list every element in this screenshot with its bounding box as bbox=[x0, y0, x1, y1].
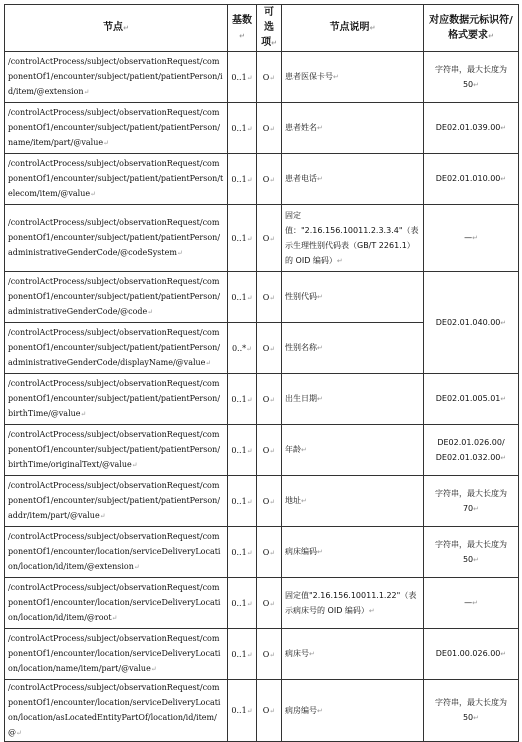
cardinality-cell: 0..1↵ bbox=[228, 272, 257, 323]
optional-cell: O↵ bbox=[257, 476, 282, 527]
node-path-cell: /controlActProcess/subject/observationRequest/componentOf1/encounter/subject/patient/patientPerson/administrativeGenderCode/displayName/@value↵ bbox=[5, 323, 228, 374]
table-row bbox=[5, 374, 519, 425]
format-cell: 字符串，最大长度为 50↵ bbox=[424, 680, 519, 742]
optional-cell: O↵ bbox=[257, 527, 282, 578]
table-row bbox=[5, 680, 519, 742]
spec-table bbox=[4, 4, 519, 742]
format-cell: DE02.01.039.00↵ bbox=[424, 103, 519, 154]
node-path-cell: /controlActProcess/subject/observationRequest/componentOf1/encounter/subject/patient/patientPerson/administrativeGenderCode/@code↵ bbox=[5, 272, 228, 323]
cardinality-cell: 0..1↵ bbox=[228, 205, 257, 272]
description-cell: 病床号↵ bbox=[282, 629, 424, 680]
cardinality-cell: 0..*↵ bbox=[228, 323, 257, 374]
format-cell: 字符串，最大长度为 50↵ bbox=[424, 527, 519, 578]
table-row bbox=[5, 205, 519, 272]
optional-cell: O↵ bbox=[257, 680, 282, 742]
node-path-cell: /controlActProcess/subject/observationRequest/componentOf1/encounter/subject/patient/patientPerson/id/item/@extension↵ bbox=[5, 52, 228, 103]
cardinality-cell: 0..1↵ bbox=[228, 578, 257, 629]
optional-cell: O↵ bbox=[257, 103, 282, 154]
cardinality-cell: 0..1↵ bbox=[228, 629, 257, 680]
cardinality-cell: 0..1↵ bbox=[228, 680, 257, 742]
header-description: 节点说明↵ bbox=[282, 5, 424, 52]
node-path-cell: /controlActProcess/subject/observationRequest/componentOf1/encounter/subject/patient/patientPerson/telecom/item/@value↵ bbox=[5, 154, 228, 205]
optional-cell: O↵ bbox=[257, 205, 282, 272]
format-cell: DE02.01.040.00↵ bbox=[424, 272, 519, 374]
cardinality-cell: 0..1↵ bbox=[228, 154, 257, 205]
node-path-cell: /controlActProcess/subject/observationRequest/componentOf1/encounter/subject/patient/patientPerson/birthTime/originalText/@value↵ bbox=[5, 425, 228, 476]
table-body bbox=[5, 52, 519, 742]
description-cell: 病床编码↵ bbox=[282, 527, 424, 578]
optional-cell: O↵ bbox=[257, 323, 282, 374]
optional-cell: O↵ bbox=[257, 425, 282, 476]
node-path-cell: /controlActProcess/subject/observationRequest/componentOf1/encounter/subject/patient/patientPerson/administrativeGenderCode/@codeSystem↵ bbox=[5, 205, 228, 272]
table-header-row bbox=[5, 5, 519, 52]
description-cell: 地址↵ bbox=[282, 476, 424, 527]
cardinality-cell: 0..1↵ bbox=[228, 527, 257, 578]
node-path-cell: /controlActProcess/subject/observationRequest/componentOf1/encounter/subject/patient/patientPerson/birthTime/@value↵ bbox=[5, 374, 228, 425]
node-path-cell: /controlActProcess/subject/observationRequest/componentOf1/encounter/location/serviceDeliveryLocation/location/asLocatedEntityPartOf/location/id/item/@↵ bbox=[5, 680, 228, 742]
table-row bbox=[5, 578, 519, 629]
optional-cell: O↵ bbox=[257, 272, 282, 323]
node-path-cell: /controlActProcess/subject/observationRequest/componentOf1/encounter/location/serviceDeliveryLocation/location/id/item/@root↵ bbox=[5, 578, 228, 629]
description-cell: 患者医保卡号↵ bbox=[282, 52, 424, 103]
table-row bbox=[5, 103, 519, 154]
cardinality-cell: 0..1↵ bbox=[228, 52, 257, 103]
node-path-cell: /controlActProcess/subject/observationRequest/componentOf1/encounter/subject/patient/patientPerson/addr/item/part/@value↵ bbox=[5, 476, 228, 527]
node-path-cell: /controlActProcess/subject/observationRequest/componentOf1/encounter/location/serviceDeliveryLocation/location/id/item/@extension↵ bbox=[5, 527, 228, 578]
node-path-cell: /controlActProcess/subject/observationRequest/componentOf1/encounter/subject/patient/patientPerson/name/item/part/@value↵ bbox=[5, 103, 228, 154]
node-path-cell: /controlActProcess/subject/observationRequest/componentOf1/encounter/location/serviceDeliveryLocation/location/name/item/part/@value↵ bbox=[5, 629, 228, 680]
header-node: 节点↵ bbox=[5, 5, 228, 52]
cardinality-cell: 0..1↵ bbox=[228, 425, 257, 476]
format-cell: 字符串，最大长度为 50↵ bbox=[424, 52, 519, 103]
cardinality-cell: 0..1↵ bbox=[228, 476, 257, 527]
description-cell: 年龄↵ bbox=[282, 425, 424, 476]
spec-table-page bbox=[4, 4, 518, 742]
table-row bbox=[5, 476, 519, 527]
optional-cell: O↵ bbox=[257, 374, 282, 425]
description-cell: 患者电话↵ bbox=[282, 154, 424, 205]
format-cell: DE02.01.005.01↵ bbox=[424, 374, 519, 425]
table-row bbox=[5, 425, 519, 476]
optional-cell: O↵ bbox=[257, 629, 282, 680]
table-row bbox=[5, 272, 519, 323]
optional-cell: O↵ bbox=[257, 154, 282, 205]
optional-cell: O↵ bbox=[257, 52, 282, 103]
format-cell: —↵ bbox=[424, 205, 519, 272]
cardinality-cell: 0..1↵ bbox=[228, 374, 257, 425]
format-cell: DE02.01.026.00/ DE02.01.032.00↵ bbox=[424, 425, 519, 476]
cardinality-cell: 0..1↵ bbox=[228, 103, 257, 154]
optional-cell: O↵ bbox=[257, 578, 282, 629]
header-optional: 可选项↵ bbox=[257, 5, 282, 52]
description-cell: 性别名称↵ bbox=[282, 323, 424, 374]
description-cell: 患者姓名↵ bbox=[282, 103, 424, 154]
description-cell: 性别代码↵ bbox=[282, 272, 424, 323]
table-row bbox=[5, 629, 519, 680]
table-row bbox=[5, 154, 519, 205]
description-cell: 固定值："2.16.156.10011.2.3.3.4"（表示生理性别代码表（GB/T 2261.1）的 OID 编码）↵ bbox=[282, 205, 424, 272]
description-cell: 固定值"2.16.156.10011.1.22"（表示病床号的 OID 编码）↵ bbox=[282, 578, 424, 629]
description-cell: 病房编号↵ bbox=[282, 680, 424, 742]
header-format: 对应数据元标识符/格式要求↵ bbox=[424, 5, 519, 52]
table-row bbox=[5, 527, 519, 578]
format-cell: DE01.00.026.00↵ bbox=[424, 629, 519, 680]
format-cell: DE02.01.010.00↵ bbox=[424, 154, 519, 205]
format-cell: —↵ bbox=[424, 578, 519, 629]
header-cardinality: 基数↵ bbox=[228, 5, 257, 52]
description-cell: 出生日期↵ bbox=[282, 374, 424, 425]
format-cell: 字符串，最大长度为 70↵ bbox=[424, 476, 519, 527]
table-row bbox=[5, 52, 519, 103]
